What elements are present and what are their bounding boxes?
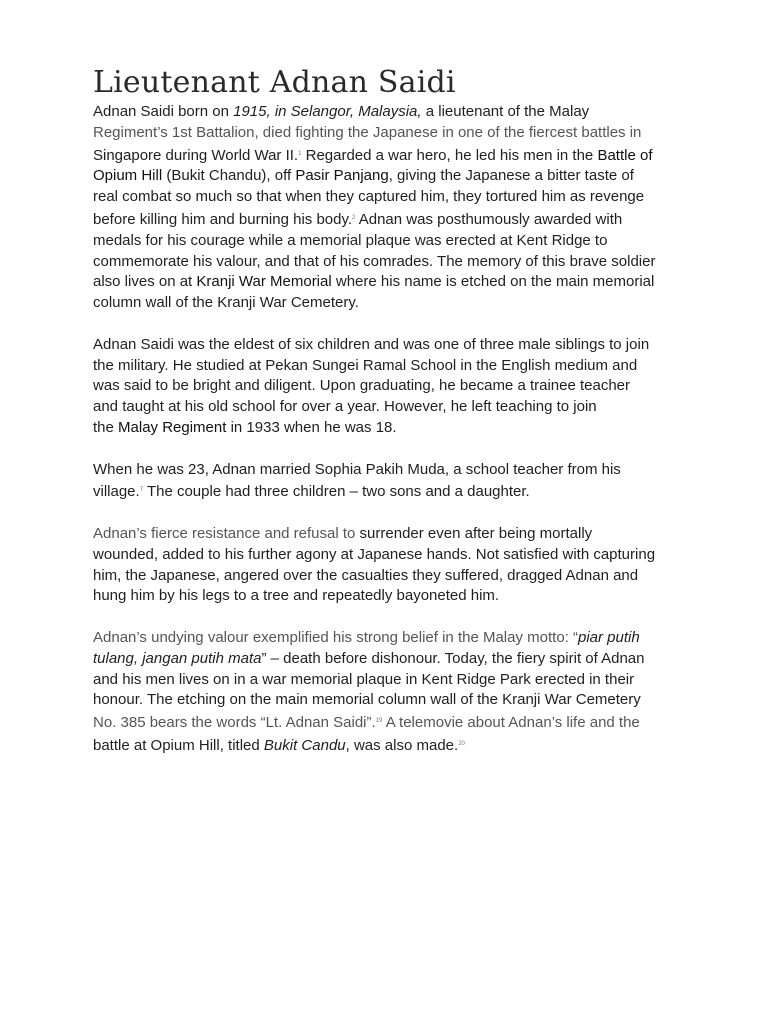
text: Singapore during World War II. [93, 146, 299, 164]
text: , giving the Japanese a bitter taste of [388, 167, 634, 185]
line [93, 711, 683, 734]
link-battle-of-opium-hill[interactable]: Opium Hill [93, 167, 163, 185]
text: Adnan’s undying valour exemplified his strong belief in the Malay motto: “ [93, 628, 578, 646]
link-battle-of-opium-hill[interactable]: Battle of [597, 146, 653, 164]
telemovie-title: Bukit Candu [263, 736, 346, 754]
paragraph-4 [93, 524, 683, 607]
text: No. 385 bears the words “Lt. Adnan Saidi”. [93, 714, 376, 732]
footnote-ref-2[interactable]: 2 [352, 214, 356, 221]
line: hung him by his legs to a tree and repeatedly bayoneted him. [93, 587, 500, 605]
birth-date-text: 1915, in Selangor, Malaysia, [233, 103, 422, 120]
text: A telemovie about Adnan’s life and the [382, 714, 640, 732]
line: column wall of the Kranji War Cemetery. [93, 294, 359, 312]
paragraph-5 [93, 628, 683, 757]
text: before killing him and burning his body. [93, 210, 353, 228]
line: real combat so much so that when they captured him, they tortured him as revenge [93, 188, 645, 206]
line [93, 144, 683, 167]
footnote-ref-7[interactable]: 7 [139, 487, 144, 494]
line: the military. He studied at Pekan Sungei Ramal School in the English medium and [93, 356, 638, 374]
text: also lives on at [93, 273, 197, 291]
link-kranji-war-memorial[interactable]: Kranji War Memorial [196, 273, 332, 291]
text: Adnan was posthumously awarded with [355, 210, 623, 228]
line: medals for his courage while a memorial plaque was erected at Kent Ridge to [93, 231, 608, 249]
line [93, 649, 683, 670]
text: where his name is etched on the main memorial [331, 273, 655, 291]
text: battle at Opium Hill, titled [93, 736, 264, 754]
line: and taught at his old school for over a year. However, he left teaching to join [93, 398, 597, 416]
text: Regarded a war hero, he led his men in the [301, 146, 598, 164]
line: Regiment’s 1st Battalion, died fighting the Japanese in one of the fiercest battles in [93, 123, 642, 141]
line [93, 208, 683, 231]
text: in 1933 when he was 18. [226, 418, 397, 436]
footnote-ref-1[interactable]: 1 [298, 150, 302, 157]
text: a lieutenant of the Malay [421, 103, 590, 120]
line: Adnan Saidi was the eldest of six children and was one of three male siblings to join [93, 335, 650, 353]
text: ” – death before dishonour. Today, the fiery spirit of Adnan [261, 649, 645, 667]
line: was said to be bright and diligent. Upon graduating, he became a trainee teacher [93, 377, 631, 395]
text: Adnan Saidi born on [93, 103, 234, 120]
article [93, 64, 683, 778]
text: the [93, 418, 119, 436]
page-title: Lieutenant Adnan Saidi [93, 65, 456, 100]
line: commemorate his valour, and that of his comrades. The memory of this brave soldier [93, 252, 656, 270]
line: When he was 23, Adnan married Sophia Pakih Muda, a school teacher from his [93, 460, 621, 478]
line [93, 166, 683, 187]
footnote-ref-19[interactable]: 19 [375, 718, 383, 725]
line: wounded, added to his further agony at Japanese hands. Not satisfied with capturing [93, 545, 656, 563]
line [93, 102, 683, 123]
text: (Bukit Chandu), off [162, 167, 296, 185]
footnote-ref-20[interactable]: 20 [458, 740, 465, 747]
line [93, 272, 683, 293]
malay-motto-text: tulang, jangan putih mata [93, 649, 262, 667]
text: Adnan’s fierce resistance and refusal to [93, 524, 360, 542]
line: honour. The etching on the main memorial column wall of the Kranji War Cemetery [93, 691, 641, 709]
line [93, 524, 683, 545]
paragraph-3 [93, 460, 683, 504]
malay-motto-text: piar putih [578, 628, 640, 646]
text: surrender even after being mortally [359, 524, 593, 542]
line: him, the Japanese, angered over the casualties they suffered, dragged Adnan and [93, 566, 639, 584]
line [93, 418, 683, 439]
line [93, 480, 683, 503]
text: village. [93, 483, 140, 501]
paragraph-1 [93, 102, 683, 314]
line: and his men lives on in a war memorial plaque in Kent Ridge Park erected in their [93, 670, 635, 688]
line [93, 628, 683, 649]
article-body [93, 102, 683, 757]
link-pasir-panjang[interactable]: Pasir Panjang [295, 167, 389, 185]
text: The couple had three children – two sons and a daughter. [143, 483, 530, 501]
paragraph-2 [93, 335, 683, 439]
link-malay-regiment[interactable]: Malay Regiment [118, 418, 227, 436]
text: , was also made. [345, 736, 459, 754]
line [93, 734, 683, 757]
